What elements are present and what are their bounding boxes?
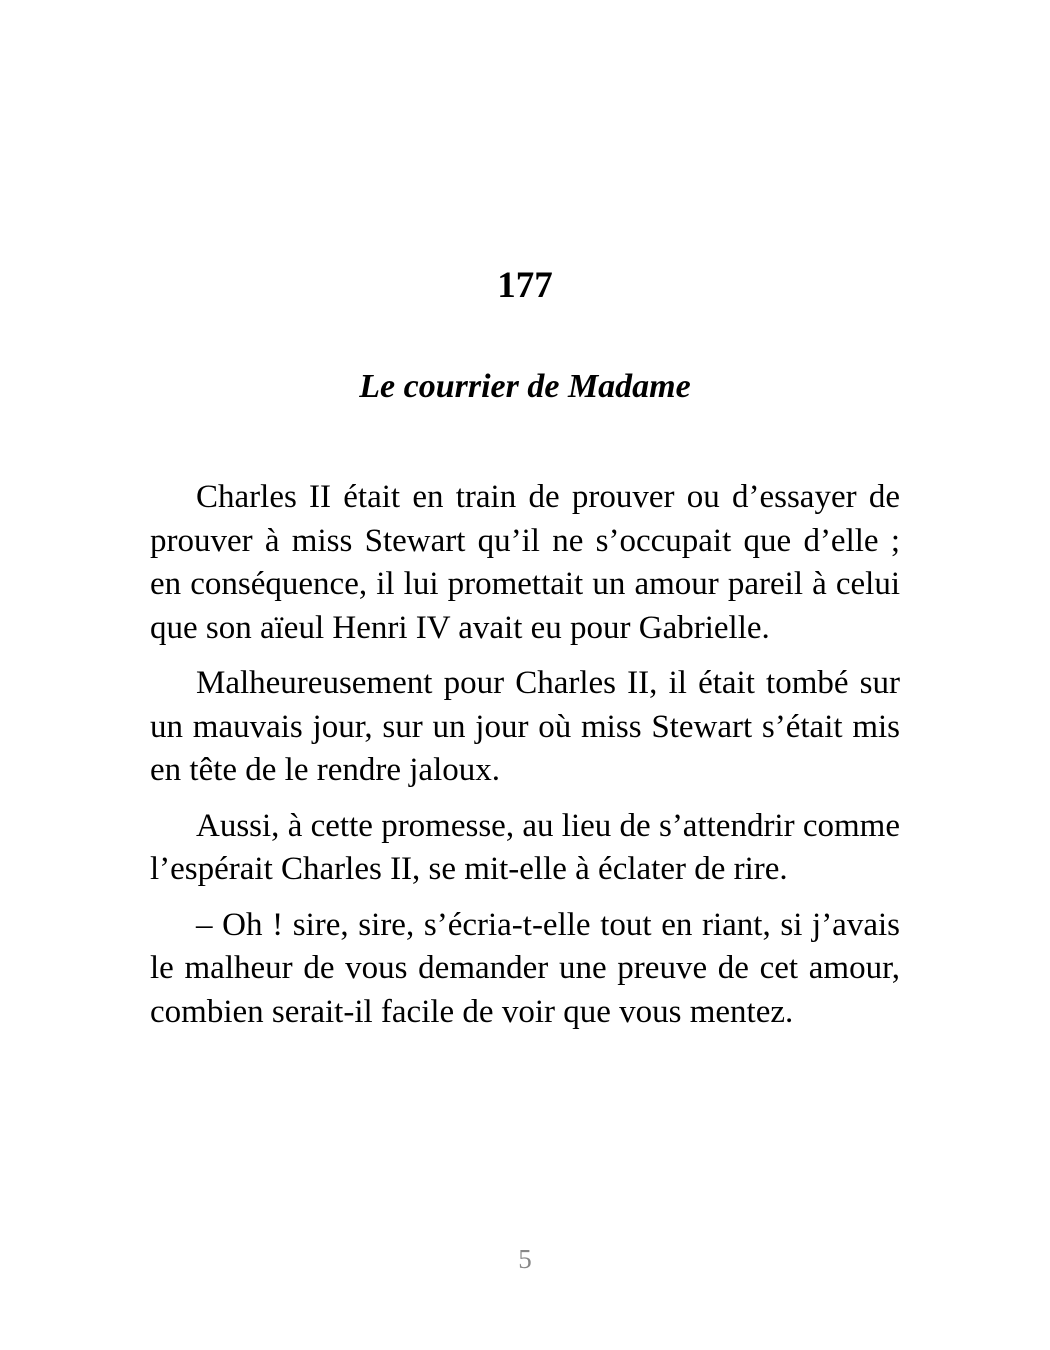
chapter-title: Le courrier de Madame (359, 368, 691, 405)
chapter-body (150, 476, 900, 1046)
paragraph-1: Charles II était en train de prouver ou d’essayer de prouver à miss Stewart qu’il ne s’occupait que d’elle ; en conséquence, il lui promettait un amour pareil à celui que son aïeul Henri IV avait eu pour Gabrielle. (150, 479, 900, 646)
paragraph-2: Malheureusement pour Charles II, il était tombé sur un mauvais jour, sur un jour où miss Stewart s’était mis en tête de le rendre jaloux. (150, 665, 900, 788)
paragraph-3: Aussi, à cette promesse, au lieu de s’attendrir comme l’espérait Charles II, se mit-elle à éclater de rire. (150, 807, 900, 887)
paragraph-4: – Oh ! sire, sire, s’écria-t-elle tout en riant, si j’avais le malheur de vous demander une preuve de cet amour, combien serait-il facile de voir que vous mentez. (150, 906, 900, 1030)
chapter-number: 177 (497, 265, 553, 306)
page-number: 5 (518, 1244, 532, 1274)
